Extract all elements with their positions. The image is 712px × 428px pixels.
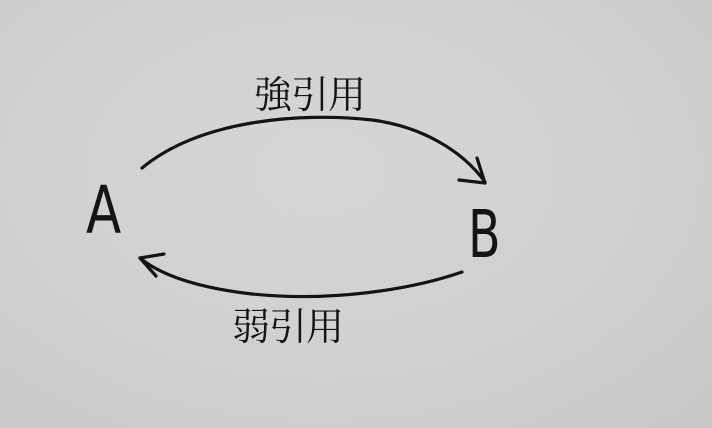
weak-arrow-shaft: [140, 258, 462, 297]
strong-arrow-shaft: [142, 117, 485, 182]
strong-reference-arrow: [142, 117, 485, 183]
strong-reference-label: 強引用: [254, 73, 366, 117]
node-b-label: B: [468, 196, 501, 273]
weak-reference-arrow: [140, 254, 462, 297]
node-a-label: A: [86, 172, 122, 249]
weak-reference-label: 弱引用: [232, 305, 344, 349]
